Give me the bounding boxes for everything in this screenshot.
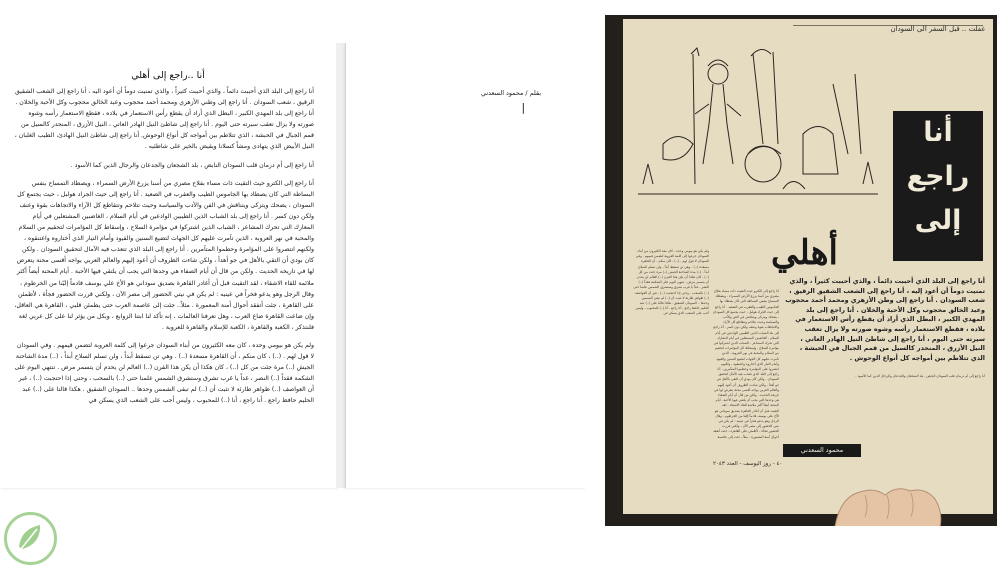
title-line-2: راجع: [906, 161, 970, 192]
hand: [825, 477, 945, 526]
title-line-1: أنا: [923, 117, 953, 148]
magazine-column-lower: أنا راجع إلى أم درمان قلب السودان النابض ، بلد الشجعان والجدعان والرجال الذين كما الأسود .: [855, 374, 985, 378]
magazine-paper: [623, 19, 993, 514]
document-title: أنا ..راجع إلى أهلي: [131, 70, 205, 81]
paragraph-3: أنا راجع إلى الكترو حيث التقيت ذات مساء بفلاح مصري من أسنا يزرع الأرض السمراء ، ويصطاد التمساح بنفس البساطة التي كان يصطاد بها الجاموس الطيب والعقرب في الصعيد . أنا راجع إلى حيث الجراد هولبل ، حيث يجتمع كل السودان ، يضحك ويتزكى ويتناقش في الفن والأدب والسياسة وحيث تتلاحم وتتقاطع كل الآراء والاتجاهات بقوة وعنف ولكن دون كسر . أنا راجع إلى بلد الشباب الذين الطيبين الوادعين في أيام السلام ، الغاضبين المشتعلين في أيام المعارك التي تحرك المشاعر ، الشباب الذين اشتركوا في مؤامرة السلاح ، وإسقاط كل المؤامرات لتحقيم من السلام والمحبة في نهر العروبة ، الذين تآمرت عليهم كل الجهات لتضيع السنين والقيود وأمام التيار الذي أختاروه واعتنقوه ، ولكنهم انتصروا على المؤامرة وحطموا المتآمرين . أنا راجع إلى البلد الذي تتعذب فيه الآمال لتحقيق السودان . ولكن كان بودي أن التقي بالأهل في جو أهدأ ، ولكن شاءت الظروف أن أعود إليهم والعالم العربي يواجه أقسى محنة يتعرض لها في تاريخه الحديث . ولكن من قال أن أيام الصفاء هي وحدها التي يجب أن يلتقي فيها الأحبة . أيام المحنة أيضاً أكثر ملائمة للقاء الاشقاء ، لقد التقيت قبل أن أغادر القاهرة بصديق سوداني هو الأخ علي يوسف قادماً إليّنا من الخرطوم ، وقال الرجل وهو يدعو فخراً في عينيه : لم يكن في نيتي الحضور إلى مصر الآن ، ولكني قررت الحضور فجأة ، لأطمئن على القاهرة ، جئت أتفقد أحوال أمنة المعمورة . مثلاً.. جئت إلى عاصمة العرب حتى يطمئن قلبي ، القاهرة هي العاقل، وإن ضاعت القاهرة ضاع العرب ، وهل تعرفنا العالمات ، إنه تأكد لنا ابتنا الزوابع ، وبكل من يؤثر لنا على كل عربي لغة فلنتذكر ، الكعبة والقاهرة ، الكعبة للإسلام والقاهرة للعروبة .: [14, 179, 314, 331]
text-cursor: |: [520, 101, 527, 114]
title-lines: [893, 111, 983, 261]
title-box: [893, 111, 983, 261]
paragraph-1: أنا راجع إلى البلد الذي أحببت دائماً ، والذي أحببت كثيراً ، والذي تمنيت دوماً أن أعود اليه ، أنا راجع إلى الشعب الشقيق الرقيق ، شعب السودان . أنا راجع إلى وطني الأزهري ومحمد أحمد محجوب وعبد الخالق محجوب وكل الأحبة والخلان . أنا راجع إلى بلد المهدي الكبير ، البطل الذي أراد أن يقطع رأس الاستعمار في بلاده ، فقطع الاستعمار رأسه وشوه صورته ولا يزال تعقب سيرته حتى اليوم . أنا راجع إلى شاطئ النيل الهادر العاتي ، النيل الأزرق ، المنحدر كالسيل من قمم الجبال في الحبشة ، الذي تتلاطم بين أمواجه كل أنواع الوحوش. أنا راجع إلى شاطئ النيل الهادئ، الطيب الغلبان ، النيل الأبيض الذي يتهادى ومشاً كسلانا ويقيض بالخير على شاطئيه .: [14, 88, 314, 151]
magazine-footer: ٤٠ - روز اليوسف - العدد ٢٠٤٣: [713, 461, 783, 467]
title-line-3: إلى: [914, 205, 962, 236]
leaf-logo-icon: [3, 511, 58, 566]
author-byline: بقلم / محمود السعدني: [481, 89, 541, 97]
illustration: [633, 44, 883, 204]
paragraph-2: أنا راجع إلى أم درمان قلب السودان النابض ، بلد الشجعان والجدعان والرجال الذين كما الأسود .: [70, 161, 314, 169]
magazine-column-mid: أنا راجع إلى الكترو حيث التقيت ذات مساء بفلاح مصري من أسنا يزرع الأرض السمراء ، ويصطاد التمساح بنفس البساطة التي كان يصطاد بها الجاموس الطيب والعقرب في الصعيد . أنا راجع إلى حيث الجراد هولبل ، حيث يجتمع كل السودان ، يضحك ويتزكى ويتناقش في الفن والأدب والسياسة وحيث تتلاحم وتتقاطع كل الآراء والاتجاهات بقوة وعنف ولكن دون كسر . أنا راجع إلى بلد الشباب الذين الطيبين الوادعين في أيام السلام ، الغاضبين المشتعلين في أيام المعارك التي تحرك المشاعر ، الشباب الذين اشتركوا في مؤامرة السلاح ، وإسقاط كل المؤامرات لتحقيم من السلام والمحبة في نهر العروبة ، الذين تآمرت عليهم كل الجهات لتضيع السنين والقيود وأمام التيار الذي أختاروه واعتنقوه ، ولكنهم انتصروا على المؤامرة وحطموا المتآمرين . أنا راجع إلى البلد الذي تتعذب فيه الآمال لتحقيق السودان . ولكن كان بودي أن التقي بالأهل في جو أهدأ ، ولكن شاءت الظروف أن أعود إليهم والعالم العربي يواجه أقسى محنة يتعرض لها في تاريخه الحديث . ولكن من قال أن أيام الصفاء هي وحدها التي يجب أن يلتقي فيها الأحبة . أيام المحنة أيضاً أكثر ملائمة للقاء الاشقاء ، لقد التقيت قبل أن أغادر القاهرة بصديق سوداني هو الأخ علي يوسف قادماً إليّنا من الخرطوم ، وقال الرجل وهو يدعو فخراً في عينيه : لم يكن في نيتي الحضور إلى مصر الآن ، ولكني قررت الحضور فجأة ، لأطمئن على القاهرة ، جئت أتفقد أحوال أمنة المعمورة . مثلاً.. جئت إلى عاصمة: [713, 289, 779, 439]
author-bar: محمود السعدني: [783, 444, 861, 457]
magazine-column-left: ولم يكن هو بيومي وحده ، كان معه الكثيرون من أبناء السودان جرعوا إلى كلمة العروبة لتضمن قيمهم . وفي السودان لا قول لهم . (..) ، كان منكم ، أن القاهرة مسعدة (..) . وهي تن تسقط أبداً ، ولن تسلم السلاح أبداً ، (..) مدة الشاحنة الجيش (..) مرة جئت من كل (..) ، كان هكذا أن يكن هذا القرن (..) العالم لن يحدم أن يتسمر مرض . تنتهي اليوم على الشكمة فقداً (..) النصر ، غداً يا غرب تشرق وستشرق الشمس علمنا حتى (..) بالسحب ، وحتى إذا احتجبت (..) ، غير أن العواصف (..) ظواهر طارئة لا تثبت أن (..) لم تبقى الشمس وحدها .. السودان الشقيق . هكذا قالنا على (..) عبد الحليم حافظ راجع . أنا راجع ، أنا (..) للمحبوب ، وليس أحب على الشعب الذي يسكن في: [633, 249, 709, 316]
title-word: أهلي: [771, 233, 838, 273]
document-page-right[interactable]: [345, 43, 586, 488]
magazine-photo: [605, 15, 997, 526]
magazine-header: غفلت .. قبل السفر الى السودان: [890, 25, 985, 33]
paragraph-4: ولم يكن هو بيومي وحده ، كان معه الكثيرون من أبناء السودان جرعوا إلى كلمة العروبة لتضمن قيمهم . وفي السودان لا قول لهم . (..) ، كان منكم ، أن القاهرة مسعدة (..) . وهي تن تسقط أبداً ، ولن تسلم السلاح أبداً ، (..) مدة الشاحنة الجيش (..) مرة جئت من كل (..) ، كان هكذا أن يكن هذا القرن (..) العالم لن يحدم أن يتسمر مرض . تنتهي اليوم على الشكمة فقداً (..) النصر ، غداً يا غرب تشرق وستشرق الشمس علمنا حتى (..) بالسحب ، وحتى إذا احتجبت (..) ، غير أن العواصف (..) ظواهر طارئة لا تثبت أن (..) لم تبقى الشمس وحدها .. السودان الشقيق . هكذا قالنا على (..) عبد الحليم حافظ راجع . أنا راجع ، أنا (..) للمحبوب ، وليس أحب على الشعب الذي يسكن في: [14, 341, 314, 405]
magazine-lead: أنا راجع إلى البلد الذي أحببت دائماً ، والذي أحببت كثيراً ، والذي تمنيت دوماً أن أعود إليه ، أنا راجع إلى الشعب الشقيق الرقيق ، شعب السودان . أنا راجع إلى وطن الأزهري ومحمد أحمد محجوب وعبد الخالق محجوب وكل الأحبة والخلان . أنا راجع إلى بلد المهدي الكبير ، البطل الذي أراد أن يقطع رأس الاستعمار في بلاده ، فقطع الاستعمار رأسه وشوه صورته ولا يزال تعقب سيرته حتى اليوم ، أنا راجع إلى شاطئ النيل الهادر العاتي ، النيل الأزرق ، المنحدر كالسيل من قمم الجبال في الحبشة ، الذي تتلاطم بين أمواجه كل أنواع الوحوش .: [785, 277, 985, 362]
document-page-left: [0, 43, 337, 488]
document-body: [14, 86, 314, 414]
page-gap: [336, 43, 345, 488]
